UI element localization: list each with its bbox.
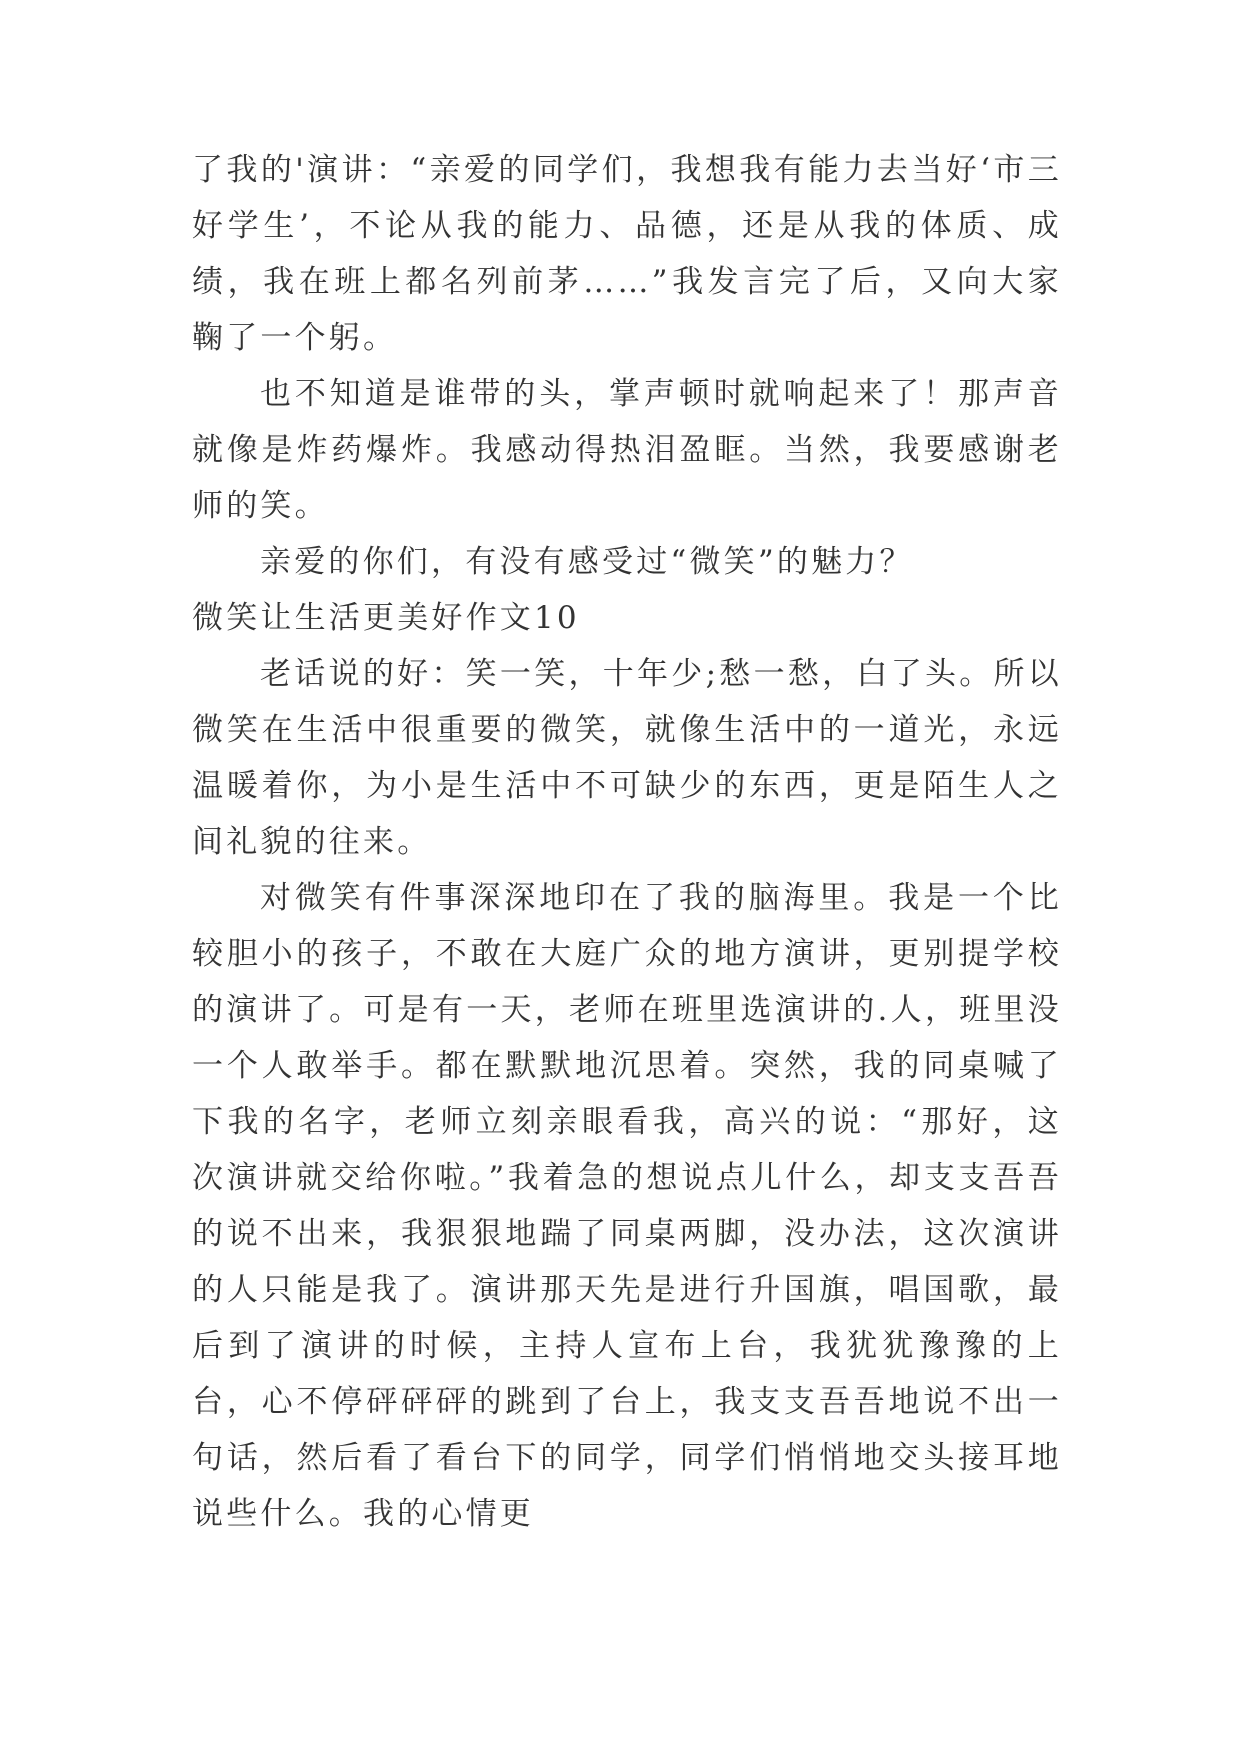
paragraph: 对微笑有件事深深地印在了我的脑海里。我是一个比较胆小的孩子，不敢在大庭广众的地方演讲，更别提学校的演讲了。可是有一天，老师在班里选演讲的.人，班里没一个人敢举手。都在默默地沉思着。突然，我的同桌喊了下我的名字，老师立刻亲眼看我，高兴的说：“那好，这次演讲就交给你啦。”我着急的想说点儿什么，却支支吾吾的说不出来，我狠狠地踹了同桌两脚，没办法，这次演讲的人只能是我了。演讲那天先是进行升国旗，唱国歌，最后到了演讲的时候，主持人宣布上台，我犹犹豫豫的上台，心不停砰砰砰的跳到了台上，我支支吾吾地说不出一句话，然后看了看台下的同学，同学们悄悄地交头接耳地说些什么。我的心情更 xyxy=(192,880,1062,1532)
section-heading: 微笑让生活更美好作文10 xyxy=(192,600,580,636)
paragraph: 老话说的好：笑一笑，十年少;愁一愁，白了头。所以微笑在生活中很重要的微笑，就像生活中的一道光，永远温暖着你，为小是生活中不可缺少的东西，更是陌生人之间礼貌的往来。 xyxy=(192,656,1062,860)
paragraph: 也不知道是谁带的头，掌声顿时就响起来了！那声音就像是炸药爆炸。我感动得热泪盈眶。当然，我要感谢老师的笑。 xyxy=(192,376,1062,524)
paragraph: 亲爱的你们，有没有感受过“微笑”的魅力？ xyxy=(260,544,914,580)
document-body xyxy=(192,142,1062,1542)
paragraph-continuation: 了我的'演讲：“亲爱的同学们，我想我有能力去当好‘市三好学生’，不论从我的能力、品德，还是从我的体质、成绩，我在班上都名列前茅……”我发言完了后，又向大家鞠了一个躬。 xyxy=(192,152,1062,356)
